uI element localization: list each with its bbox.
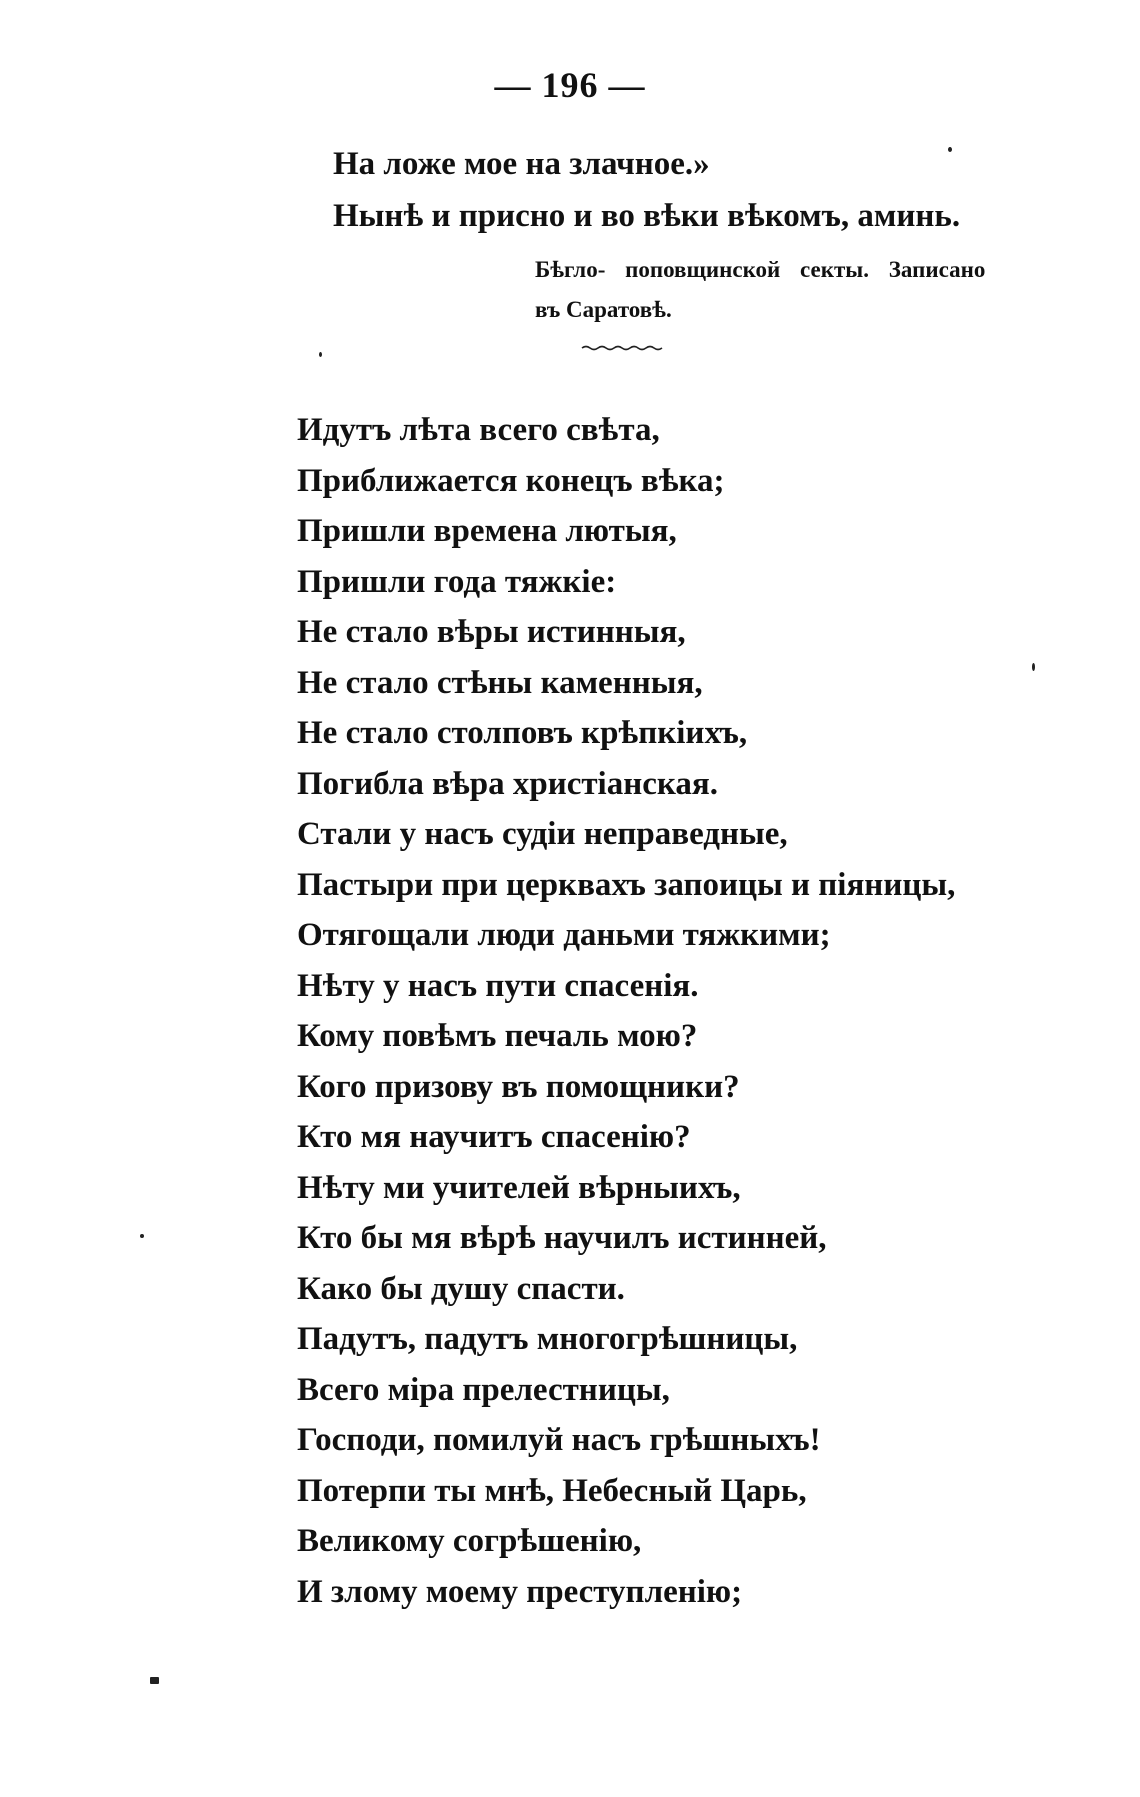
print-speck xyxy=(948,147,952,152)
poem-line: Не стало стѣны каменныя, xyxy=(297,664,703,701)
poem-line: Нѣту у насъ пути спасенія. xyxy=(297,967,699,1004)
poem-line: Пришли года тяжкіе: xyxy=(297,563,617,600)
poem-line: Не стало столповъ крѣпкіихъ, xyxy=(297,715,748,751)
poem-line: Великому согрѣшенію, xyxy=(297,1523,642,1559)
attribution-note xyxy=(535,250,1035,330)
page-number: — 196 — xyxy=(494,65,646,105)
poem-line: Приближается конецъ вѣка; xyxy=(297,462,725,499)
poem-line: Падутъ, падутъ многогрѣшницы, xyxy=(297,1321,798,1357)
print-speck xyxy=(1032,663,1035,671)
poem-line: Отягощали люди даньми тяжкими; xyxy=(297,917,831,953)
poem-line: Кто бы мя вѣрѣ научилъ истинней, xyxy=(297,1220,827,1256)
poem-line: Господи, помилуй насъ грѣшныхъ! xyxy=(297,1422,821,1458)
poem-line: Пастыри при церквахъ запоицы и піяницы, xyxy=(297,866,956,903)
poem-line: Погибла вѣра христіанская. xyxy=(297,765,719,802)
attribution-line: въ Саратовѣ. xyxy=(535,297,672,322)
print-speck xyxy=(140,1234,144,1238)
poem-line: Потерпи ты мнѣ, Небесный Царь, xyxy=(297,1472,807,1509)
poem-line: Како бы душу спасти. xyxy=(297,1270,625,1307)
closing-line: Нынѣ и присно и во вѣки вѣкомъ, аминь. xyxy=(333,198,961,234)
section-divider xyxy=(580,344,666,352)
poem-line: Кого призову въ помощники? xyxy=(297,1068,740,1105)
poem-line: Всего міра прелестницы, xyxy=(297,1371,670,1408)
poem-line: Не стало вѣры истинныя, xyxy=(297,614,686,650)
poem-line: И злому моему преступленію; xyxy=(297,1573,743,1610)
poem-line: Идутъ лѣта всего свѣта, xyxy=(297,412,660,448)
poem-line: Пришли времена лютыя, xyxy=(297,513,677,549)
poem-line: Кому повѣмъ печаль мою? xyxy=(297,1018,698,1054)
closing-line: На ложе мое на злачное.» xyxy=(333,146,710,182)
attribution-line: Бѣгло- поповщинской секты. Записано xyxy=(535,257,986,282)
print-speck xyxy=(150,1677,159,1684)
closing-lines xyxy=(333,138,960,242)
poem-line: Нѣту ми учителей вѣрныихъ, xyxy=(297,1169,741,1206)
poem xyxy=(297,405,955,1617)
poem-line: Стали у насъ судіи неправедные, xyxy=(297,816,788,852)
poem-line: Кто мя научитъ спасенію? xyxy=(297,1119,691,1155)
print-speck xyxy=(319,352,322,357)
